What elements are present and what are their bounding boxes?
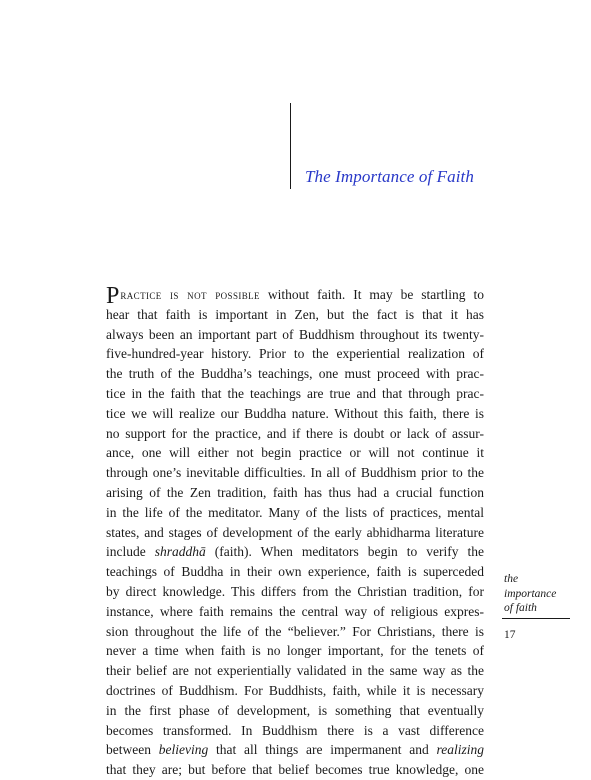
body-line: no support for the practice, and if there is doubt or lack of assur- [106, 425, 484, 441]
body-line: tice we will realize our Buddha nature. Without this faith, there is [106, 405, 484, 421]
body-line: never a time when faith is no longer important, for the tenets of [106, 643, 484, 659]
emphasis-believing: believing [158, 742, 209, 758]
body-line: in the life of the meditator. Many of the lists of practices, mental [106, 504, 484, 520]
body-line: their belief are not experientially validated in the same way as the [106, 663, 484, 679]
title-vertical-rule [290, 103, 291, 189]
running-head-rule [502, 618, 570, 619]
body-line: ance, one will either not begin practice or will not continue it [106, 445, 484, 461]
body-line-14-pre: include [106, 544, 155, 560]
body-line-14-post: (faith). When meditators begin to verify the [205, 544, 484, 560]
body-line-24 [106, 740, 484, 760]
body-line-14 [106, 542, 484, 562]
page-number: 17 [504, 629, 516, 641]
running-head [504, 572, 570, 616]
body-line: by direct knowledge. This differs from the Christian tradition, for [106, 583, 484, 599]
body-line: through one’s inevitable difficulties. In all of Buddhism prior to the [106, 465, 484, 481]
body-line: doctrines of Buddhism. For Buddhists, faith, while it is necessary [106, 682, 484, 698]
body-line-last: that they are; but before that belief becomes true knowledge, one [106, 762, 484, 778]
emphasis-shraddha: shraddhā [154, 544, 206, 560]
body-line: hear that faith is important in Zen, but the fact is that it has [106, 306, 484, 322]
emphasis-realizing: realizing [436, 742, 484, 758]
body-text [106, 285, 484, 780]
body-line: in the first phase of development, is something that eventually [106, 702, 484, 718]
body-line: arising of the Zen tradition, faith has thus had a crucial function [106, 484, 484, 500]
body-line-24-mid: that all things are impermanent and [208, 742, 437, 758]
body-line: states, and stages of development of the early abhidharma literature [106, 524, 484, 540]
body-line: always been an important part of Buddhism throughout its twenty- [106, 326, 484, 342]
body-line: the truth of the Buddha’s teachings, one must proceed with prac- [106, 366, 484, 382]
running-head-line-3: of faith [504, 602, 537, 614]
body-line: sion throughout the life of the “believer.” For Christians, there is [106, 623, 484, 639]
running-head-line-2: importance [504, 587, 557, 600]
body-line: becomes transformed. In Buddhism there is a vast difference [106, 722, 484, 738]
body-line-24-pre: between [106, 742, 159, 758]
opening-small-caps: ractice is not possible [120, 287, 260, 302]
body-line-1-rest: without faith. It may be startling to [259, 287, 484, 302]
body-line-1 [106, 283, 484, 309]
body-line: teachings of Buddha in their own experience, faith is superceded [106, 564, 484, 580]
running-head-line-1: the [504, 573, 519, 585]
body-line: tice in the faith that the teachings are true and that through prac- [106, 385, 484, 401]
body-line: instance, where faith remains the central way of religious expres- [106, 603, 484, 619]
body-line: five-hundred-year history. Prior to the experiential realization of [106, 346, 484, 362]
drop-cap: P [106, 283, 120, 309]
chapter-title: The Importance of Faith [305, 167, 474, 186]
